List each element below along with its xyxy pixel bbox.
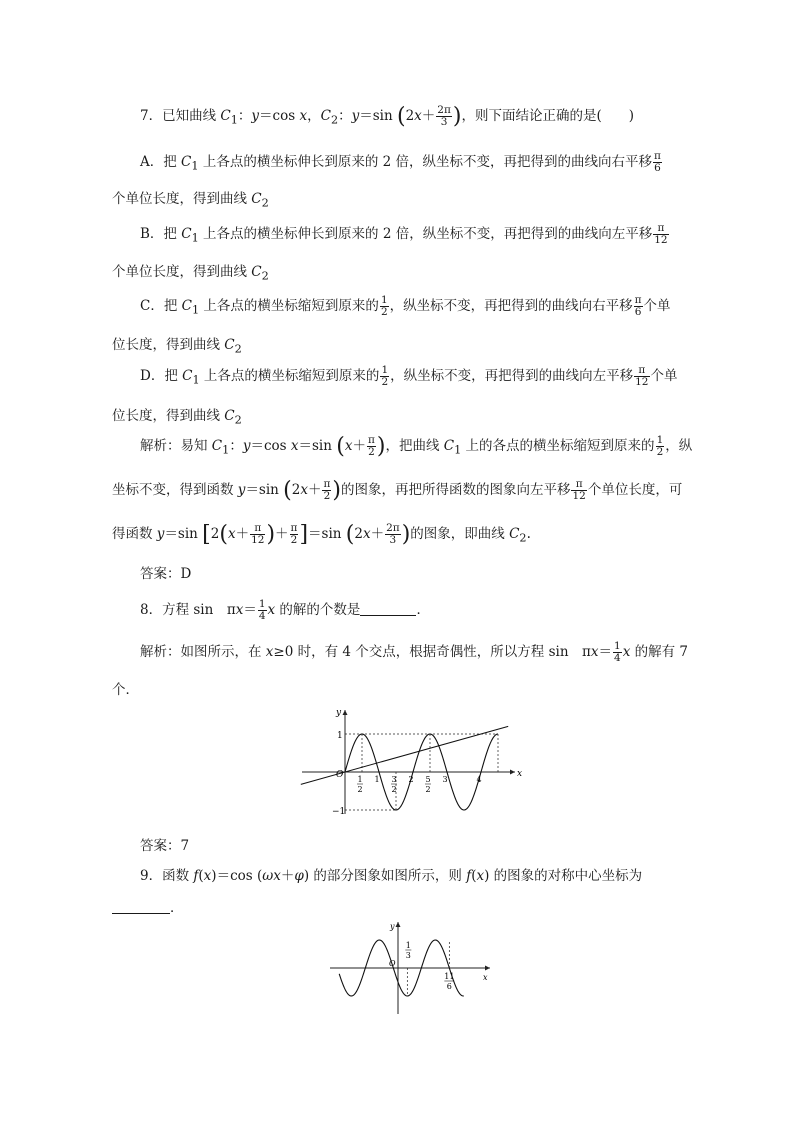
y-tick-label: −1 xyxy=(332,807,346,817)
x-tick-numerator: 1 xyxy=(357,775,363,784)
y-axis-arrow xyxy=(396,922,401,927)
q7-option-c: C．把 $C_1$ 上各点的横坐标缩短到原来的 $\frac{1}{2}$ ，纵坐标不变，再把得到的曲线向右平移 $\frac{\pi}{6}$ 个单 xyxy=(140,293,671,318)
x-tick-numerator: 11 xyxy=(444,972,455,981)
x-tick-numerator: 5 xyxy=(425,775,431,784)
x-tick-denominator: 2 xyxy=(391,785,397,794)
q7-option-a-cont: 个单位长度，得到曲线 $C_2$ xyxy=(112,191,269,210)
q8-answer: 答案：7 xyxy=(140,838,190,854)
x-axis-arrow xyxy=(485,966,490,971)
q7-analysis-3: 得函数 y＝sin [2(x＋ $\frac{\pi}{12}$ )＋ $\frac{\pi}{2}$ ]＝sin (2x＋ $\frac{2\pi}{3}$ )的图象，即曲线 $C_2$. xyxy=(112,521,531,547)
q7-analysis-1: 解析：易知 $C_1$：y＝cos x＝sin (x＋ $\frac{\pi}{2}$ )，把曲线 $C_1$ 上的各点的横坐标缩短到原来的 $\frac{1}{2}$ ，纵 xyxy=(140,433,693,459)
q8-analysis-2: 个． xyxy=(112,682,139,698)
x-tick-denominator: 2 xyxy=(357,785,363,794)
fraction: $\frac{2\pi}{3}$ xyxy=(437,103,451,128)
x-axis-label: x xyxy=(483,973,488,982)
x-tick-label: 3 xyxy=(442,775,448,784)
q7-option-d: D．把 $C_1$ 上各点的横坐标缩短到原来的 $\frac{1}{2}$ ，纵坐标不变，再把得到的曲线向左平移 $\frac{\pi}{12}$ 个单 xyxy=(140,363,678,388)
q8-stem: 8．方程 sin πx＝ $\frac{1}{4}$ x 的解的个数是 ． xyxy=(140,597,430,622)
origin-label: O xyxy=(336,770,344,780)
x-tick-denominator: 6 xyxy=(446,982,452,991)
x-tick-denominator: 2 xyxy=(425,785,431,794)
y-axis-label: y xyxy=(390,922,395,931)
origin-label: O xyxy=(389,959,396,968)
x-tick-label: 1 xyxy=(374,775,380,784)
q7-option-c-cont: 位长度，得到曲线 $C_2$ xyxy=(112,337,242,356)
q7-option-b: B．把 $C_1$ 上各点的横坐标伸长到原来的 2 倍，纵坐标不变，再把得到的曲线向左平移 $\frac{\pi}{12}$ xyxy=(140,221,668,246)
x-tick-label: 2 xyxy=(408,775,414,784)
q9-stem-cont: ． xyxy=(112,896,184,916)
y-axis-arrow xyxy=(343,710,348,715)
q7-analysis-2: 坐标不变，得到函数 y＝sin (2x＋ $\frac{\pi}{2}$ )的图象，再把所得函数的图象向左平移 $\frac{\pi}{12}$ 个单位长度，可 xyxy=(112,477,683,503)
q9-graph xyxy=(325,918,505,1018)
x-axis-arrow xyxy=(510,770,515,775)
q7-answer: 答案：D xyxy=(140,566,192,582)
q7-option-d-cont: 位长度，得到曲线 $C_2$ xyxy=(112,408,242,427)
answer-blank xyxy=(112,913,170,914)
q7-option-a: A．把 $C_1$ 上各点的横坐标伸长到原来的 2 倍，纵坐标不变，再把得到的曲线向右平移 $\frac{\pi}{6}$ xyxy=(140,149,661,174)
x-tick-label: 4 xyxy=(476,775,482,784)
q7-stem: 7．已知曲线 $C_1$：y＝cos x，$C_2$：y＝sin (2x＋ $\frac{2\pi}{3}$ )，则下面结论正确的是( ) xyxy=(140,103,635,129)
x-tick-denominator: 3 xyxy=(405,951,411,960)
x-tick-numerator: 3 xyxy=(391,775,397,784)
x-axis-label: x xyxy=(517,769,523,779)
y-tick-label: 1 xyxy=(337,731,343,741)
q7-option-b-cont: 个单位长度，得到曲线 $C_2$ xyxy=(112,264,269,283)
q8-analysis-1: 解析：如图所示，在 x≥0 时，有 4 个交点，根据奇偶性，所以方程 sin πx＝ $\frac{1}{4}$ x 的解有 7 xyxy=(140,639,688,664)
answer-blank xyxy=(360,615,416,616)
q8-graph xyxy=(290,702,550,822)
x-tick-numerator: 1 xyxy=(405,941,411,950)
q9-stem: 9．函数 f(x)＝cos (ωx＋φ) 的部分图象如图所示，则 f(x) 的图象的对称中心坐标为 xyxy=(140,868,643,884)
y-axis-label: y xyxy=(336,708,342,718)
